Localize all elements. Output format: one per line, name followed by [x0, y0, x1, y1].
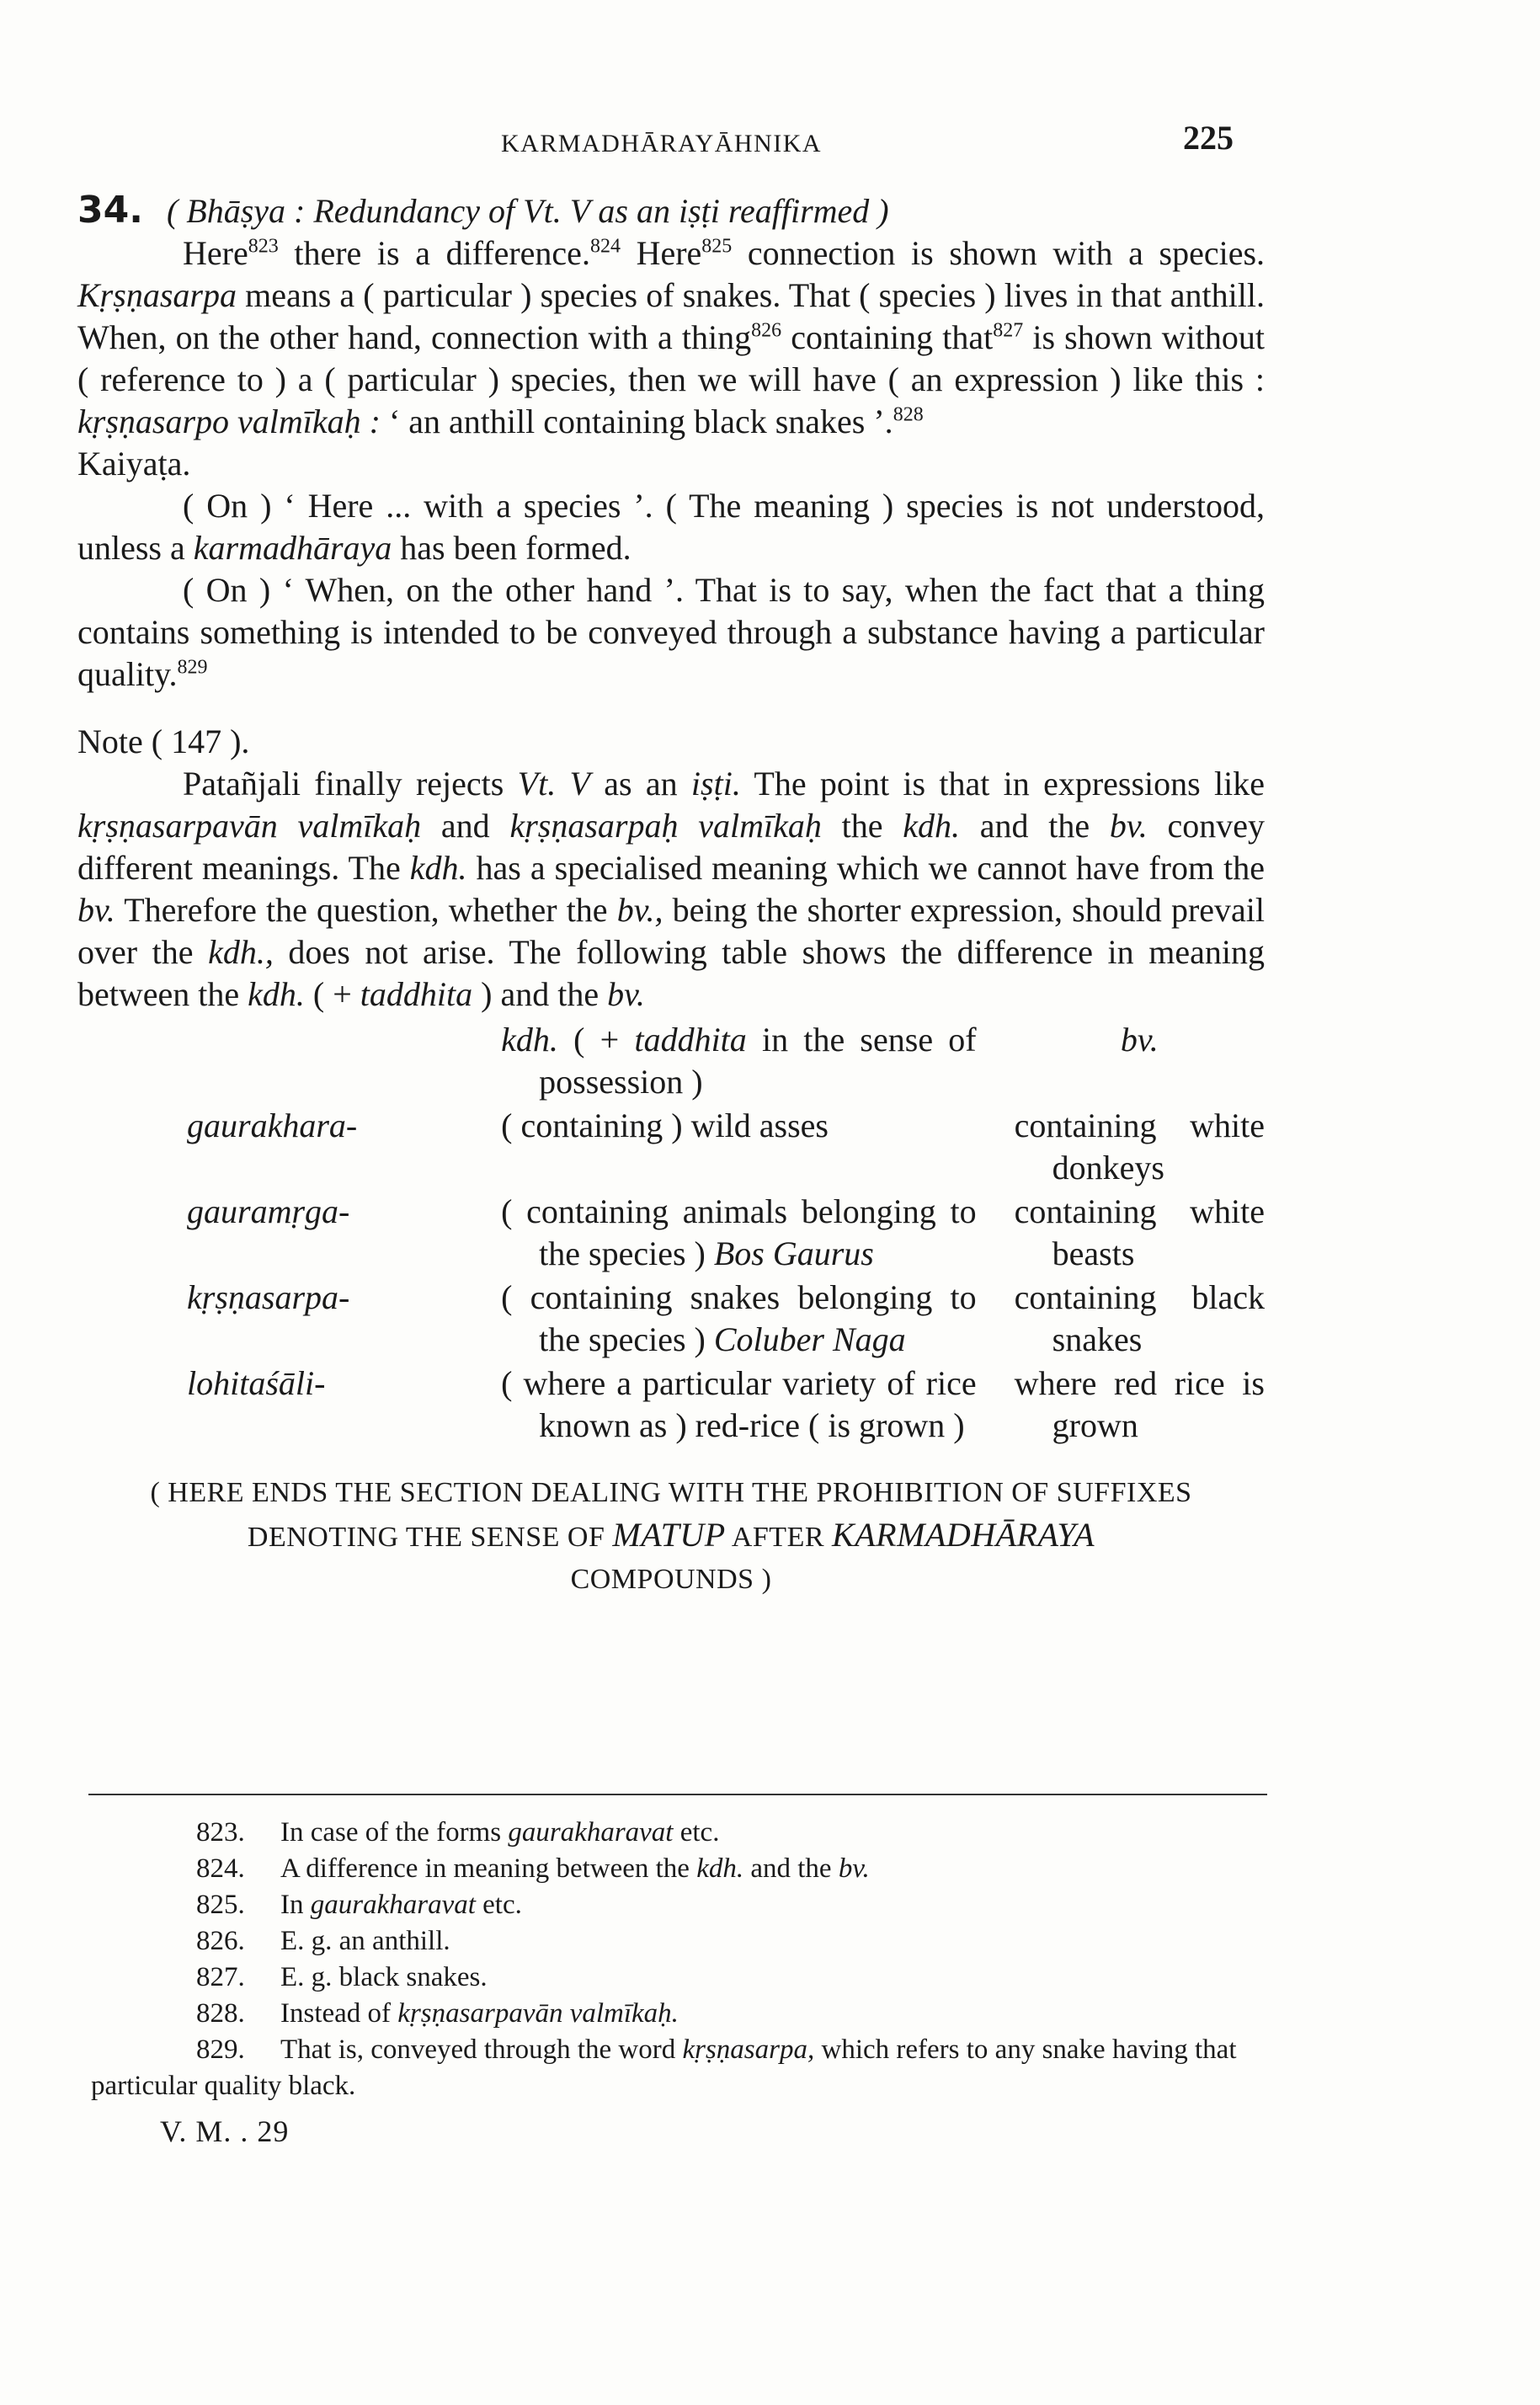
term: bv. [1109, 807, 1148, 845]
text-line [77, 1514, 1265, 1559]
text-run: Instead of [280, 1998, 398, 2029]
text-run: In [280, 1890, 311, 1920]
text-run: taddhita [634, 1021, 747, 1059]
term: kdh. [248, 975, 305, 1013]
table-term: gaurakhara- [187, 1107, 358, 1144]
text-run: containing that [781, 318, 994, 356]
section-end-note [77, 1472, 1265, 1601]
footnote-828 [91, 1996, 1270, 2032]
footnote-829 [91, 2032, 1270, 2104]
text-run: gaurakharavat [310, 1890, 476, 1920]
note-paragraph [77, 763, 1265, 1016]
term-krsnasarpa: Kṛṣṇasarpa [77, 276, 237, 314]
footnote-ref-825: 825 [701, 235, 733, 258]
table-header-blank [77, 1019, 501, 1105]
text-run: ( containing animals belonging to the species ) [501, 1192, 977, 1272]
text-run: Coluber Naga [713, 1320, 906, 1358]
text-run: and the [960, 807, 1110, 845]
text-run: ( + [557, 1021, 635, 1059]
text-run: E. g. an anthill. [280, 1926, 450, 1956]
text-run: which refers to any snake having that particular quality black. [91, 2034, 1237, 2101]
note-heading: Note ( 147 ). [77, 723, 250, 760]
footnote-number: 824. [196, 1853, 245, 1884]
section-heading [77, 189, 1265, 232]
text-run: ( where a particular variety of rice known as ) red-rice ( is grown ) [501, 1364, 977, 1444]
table-row [77, 1191, 1265, 1277]
term-karmadharaya: KARMADHĀRAYA [832, 1516, 1095, 1554]
text-run: is shown without ( reference to ) a ( particular ) species, then we will have ( an expression ) like this : [77, 318, 1266, 398]
footnote-ref-829: 829 [177, 656, 208, 679]
term: kṛṣṇasarpaḥ valmīkaḥ [509, 807, 822, 845]
table-term: kṛṣṇasarpa- [187, 1278, 350, 1316]
text-run: Therefore the question, whether the [115, 891, 617, 929]
text-run: gaurakharavat [508, 1817, 674, 1848]
text-run: connection is shown with a species. [732, 234, 1266, 272]
text-run: etc. [673, 1817, 720, 1848]
text-run: Here [183, 234, 248, 272]
footnote-827 [91, 1960, 1270, 1996]
term: iṣṭi. [690, 765, 741, 803]
term: bv. [77, 891, 115, 929]
footnote-ref-826: 826 [751, 319, 782, 342]
table-bv-meaning [977, 1105, 1265, 1191]
footnote-ref-828: 828 [893, 403, 924, 426]
text-run: containing black snakes [1014, 1278, 1265, 1358]
footnote-823 [91, 1815, 1270, 1851]
footnote-number: 829. [196, 2034, 245, 2065]
page-header [0, 119, 1540, 177]
text-run: and [421, 807, 510, 845]
text-run: convey different meanings. The [77, 807, 1265, 887]
table-header-row [77, 1019, 1265, 1105]
text-run: means a ( particular ) species of snakes. That ( species ) lives in that anthill. When, on the other hand, connection with a thing [77, 276, 1265, 356]
main-text [77, 189, 1265, 1601]
text-run: AFTER [725, 1522, 833, 1553]
text-run: etc. [475, 1890, 522, 1920]
kaiyata-heading: Kaiyaṭa. [77, 445, 191, 483]
text-run: ( containing ) wild asses [501, 1107, 829, 1144]
term: kdh. [409, 849, 467, 887]
table-term: lohitaśāli- [187, 1364, 326, 1402]
table-bv-meaning [977, 1277, 1265, 1362]
kaiyata-paragraph-2 [77, 569, 1265, 696]
kaiyata-paragraph-1 [77, 485, 1265, 569]
text-run: the [821, 807, 903, 845]
term: kdh. [903, 807, 960, 845]
text-run: COMPOUNDS ) [570, 1564, 772, 1595]
table-term: gauramṛga- [187, 1192, 350, 1230]
text-run: ( HERE ENDS THE SECTION DEALING WITH THE PROHIBITION OF SUFFIXES [150, 1477, 1192, 1508]
text-run: A difference in meaning between the [280, 1853, 697, 1884]
table-header-kdh [501, 1019, 976, 1105]
footnote-826 [91, 1923, 1270, 1960]
text-run: there is a difference. [278, 234, 590, 272]
bhasya-paragraph [77, 232, 1265, 443]
text-run: kdh. [501, 1021, 558, 1059]
footnote-number: 826. [196, 1926, 245, 1956]
text-run: ) and the [472, 975, 608, 1013]
footnote-rule [88, 1794, 1267, 1795]
term: Vt. V [517, 765, 590, 803]
table-row [77, 1277, 1265, 1362]
comparison-table [77, 1019, 1265, 1448]
table-bv-meaning [977, 1191, 1265, 1277]
term: kdh., [208, 933, 274, 971]
table-kdh-meaning [501, 1105, 976, 1191]
footnote-ref-824: 824 [589, 235, 621, 258]
term-karmadharaya: karmadhāraya [193, 529, 392, 567]
table-kdh-meaning [501, 1191, 976, 1277]
signature-mark: V. M. . 29 [160, 2114, 290, 2148]
text-run: does not arise. The following table shows the difference in meaning between the [77, 933, 1265, 1013]
footnote-ref-823: 823 [248, 235, 279, 258]
text-run: That is, conveyed through the word [280, 2034, 683, 2065]
text-run: as an [589, 765, 691, 803]
text-run: kṛṣṇasarpa, [682, 2034, 815, 2065]
text-run: has been formed. [392, 529, 631, 567]
text-run: kṛṣṇasarpavān valmīkaḥ. [397, 1998, 679, 2029]
footnote-number: 827. [196, 1962, 245, 1992]
text-run: where red rice is grown [1014, 1364, 1265, 1444]
table-header-bv: bv. [1120, 1021, 1159, 1059]
footnote-825 [91, 1887, 1270, 1923]
text-run: in the sense of possession ) [539, 1021, 977, 1101]
table-row [77, 1105, 1265, 1191]
footnote-824 [91, 1851, 1270, 1887]
table-kdh-meaning [501, 1362, 976, 1448]
footnote-number: 823. [196, 1817, 245, 1848]
text-run: has a specialised meaning which we cannot have from the [466, 849, 1265, 887]
footnote-ref-827: 827 [993, 319, 1024, 342]
footnote-number: 825. [196, 1890, 245, 1920]
footnote-number: 828. [196, 1998, 245, 2029]
table-kdh-meaning [501, 1277, 976, 1362]
section-number: 34. [77, 189, 143, 232]
page-number: 225 [1183, 119, 1234, 157]
text-run: ( On ) ‘ When, on the other hand ’. That is to say, when the fact that a thing contains something is intended to be conveyed through a substance having a particular quality. [77, 571, 1265, 693]
text-run: ( containing snakes belonging to the species ) [501, 1278, 977, 1358]
text-run: DENOTING THE SENSE OF [247, 1522, 613, 1553]
text-run: ( On ) ‘ Here ... with a species ’. ( The meaning ) species is not understood, unless a [77, 487, 1265, 567]
text-run: The point is that in expressions like [740, 765, 1266, 803]
text-run: ‘ an anthill containing black snakes ’. [380, 403, 893, 440]
text-run: containing white beasts [1014, 1192, 1265, 1272]
text-run: In case of the forms [280, 1817, 509, 1848]
example-phrase: kṛṣṇasarpo valmīkaḥ : [77, 403, 381, 440]
text-run: bv. [838, 1853, 870, 1884]
text-run: and the [743, 1853, 839, 1884]
text-run: containing white donkeys [1014, 1107, 1265, 1187]
term-matup: MATUP [612, 1516, 726, 1554]
text-run: Bos Gaurus [713, 1234, 874, 1272]
text-run: E. g. black snakes. [280, 1962, 488, 1992]
footnotes [91, 1815, 1270, 2104]
running-head: KARMADHĀRAYĀHNIKA [501, 130, 823, 157]
text-run: being the shorter expression, should prevail over the [77, 891, 1265, 971]
text-run: ( + [304, 975, 360, 1013]
section-title: ( Bhāṣya : Redundancy of Vt. V as an iṣṭi reaffirmed ) [166, 192, 889, 230]
text-run: Patañjali finally rejects [183, 765, 518, 803]
term: bv., [616, 891, 663, 929]
table-bv-meaning [977, 1362, 1265, 1448]
text-run: Here [620, 234, 702, 272]
table-row [77, 1362, 1265, 1448]
term: bv. [607, 975, 645, 1013]
term: kṛṣṇasarpavān valmīkaḥ [77, 807, 422, 845]
term: taddhita [360, 975, 473, 1013]
text-run: kdh. [696, 1853, 744, 1884]
